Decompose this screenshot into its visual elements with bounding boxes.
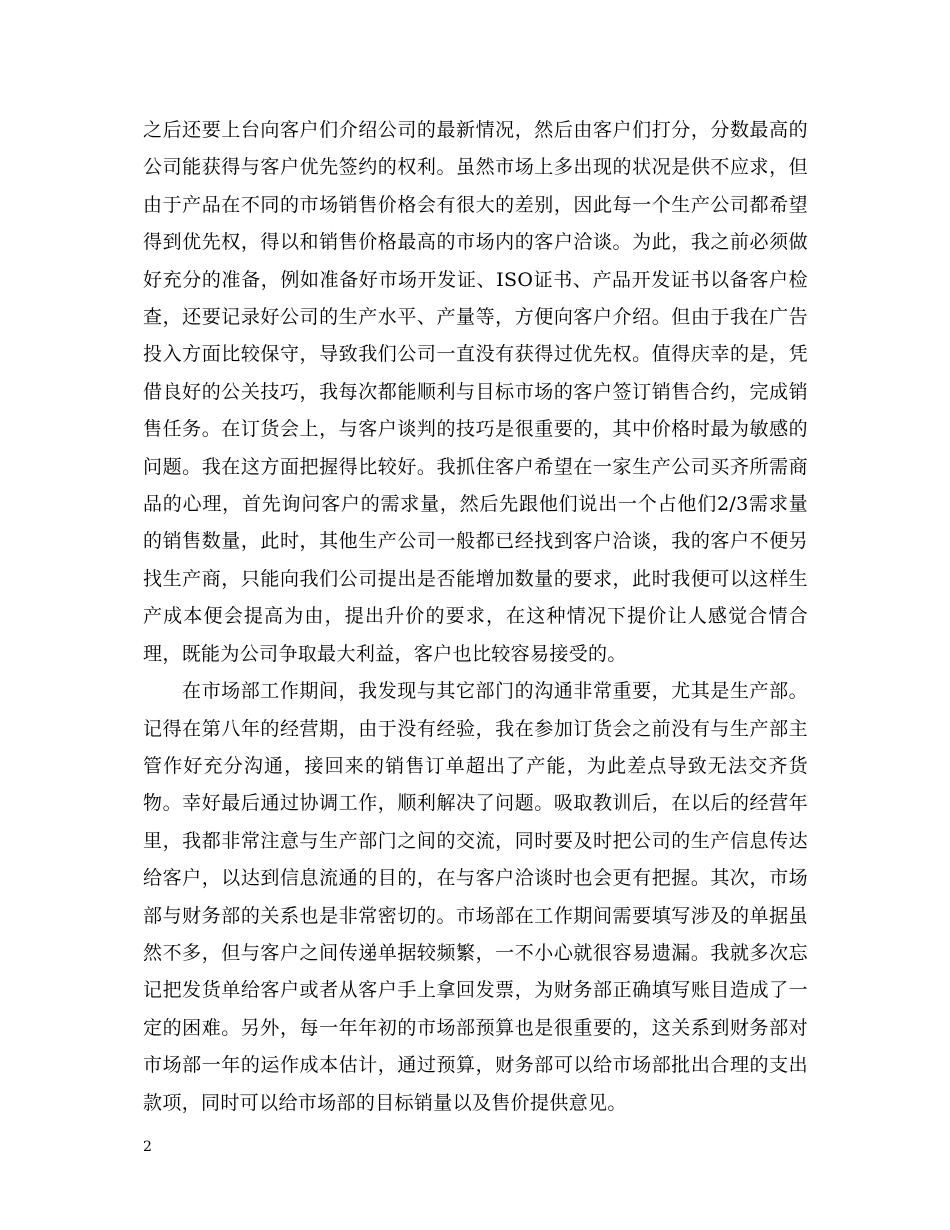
paragraph-2: 在市场部工作期间，我发现与其它部门的沟通非常重要，尤其是生产部。记得在第八年的经营期，由于没有经验，我在参加订货会之前没有与生产部主管作好充分沟通，接回来的销售订单超出了产能，为此差点导致无法交齐货物。幸好最后通过协调工作，顺利解决了问题。吸取教训后，在以后的经营年里，我都非常注意与生产部门之间的交流，同时要及时把公司的生产信息传达给客户，以达到信息流通的目的，在与客户洽谈时也会更有把握。其次，市场部与财务部的关系也是非常密切的。市场部在工作期间需要填写涉及的单据虽然不多，但与客户之间传递单据较频繁，一不小心就很容易遗漏。我就多次忘记把发货单给客户或者从客户手上拿回发票，为财务部正确填写账目造成了一定的困难。另外，每一年年初的市场部预算也是很重要的，这关系到财务部对市场部一年的运作成本估计，通过预算，财务部可以给市场部批出合理的支出款项，同时可以给市场部的目标销量以及售价提供意见。 (143, 680, 808, 1114)
paragraph-1: 之后还要上台向客户们介绍公司的最新情况，然后由客户们打分，分数最高的公司能获得与客户优先签约的权利。虽然市场上多出现的状况是供不应求，但由于产品在不同的市场销售价格会有很大的差别，因此每一个生产公司都希望得到优先权，得以和销售价格最高的市场内的客户洽谈。为此，我之前必须做好充分的准备，例如准备好市场开发证、ISO证书、产品开发证书以备客户检查，还要记录好公司的生产水平、产量等，方便向客户介绍。但由于我在广告投入方面比较保守，导致我们公司一直没有获得过优先权。值得庆幸的是，凭借良好的公关技巧，我每次都能顺利与目标市场的客户签订销售合约，完成销售任务。在订货会上，与客户谈判的技巧是很重要的，其中价格时最为敏感的问题。我在这方面把握得比较好。我抓住客户希望在一家生产公司买齐所需商品的心理，首先询问客户的需求量，然后先跟他们说出一个占他们2/3需求量的销售数量，此时，其他生产公司一般都已经找到客户洽谈，我的客户不便另找生产商，只能向我们公司提出是否能增加数量的要求，此时我便可以这样生产成本便会提高为由，提出升价的要求，在这种情况下提价让人感觉合情合理，既能为公司争取最大利益，客户也比较容易接受的。 (143, 119, 808, 665)
document-body (143, 112, 808, 1122)
page-number: 2 (143, 1139, 152, 1155)
